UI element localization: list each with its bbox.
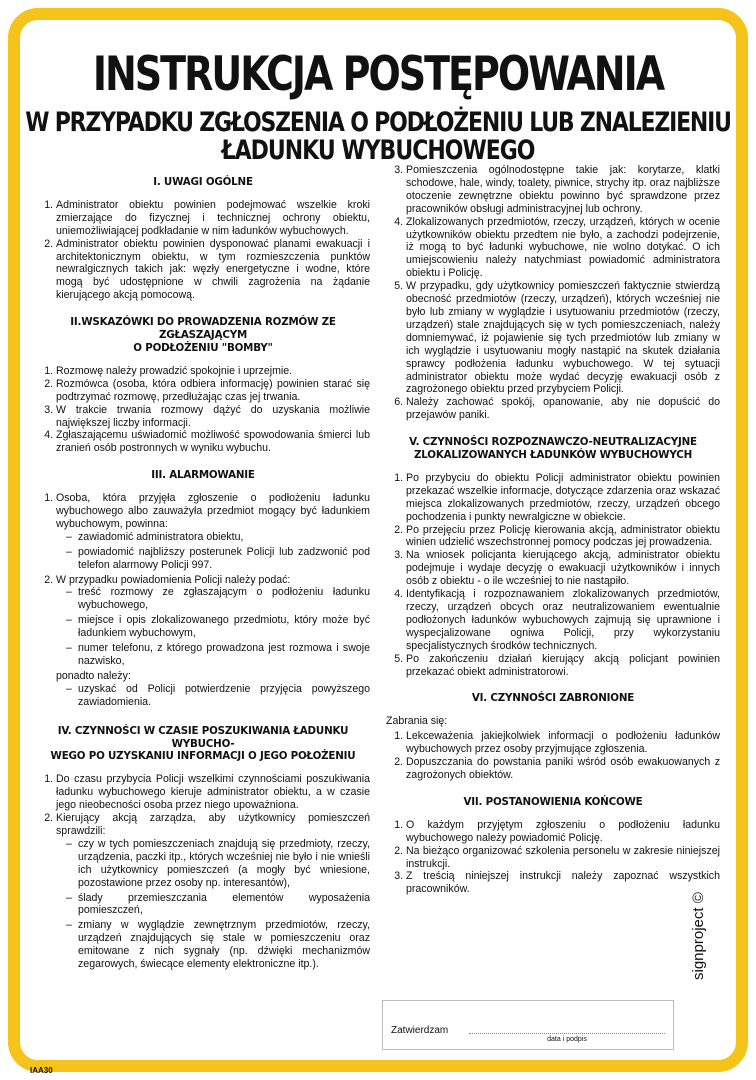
list-item: 4. Zlokalizowanych przedmiotów, rzeczy, urządzeń, których w ocenie użytkowników obiektu przedtem nie było, a zachodzi podejrzenie, iż mogą to być ładunki wybuchowe, nie wolno dotykać. O ich umiejscowieniu należy natychmiast powiadomić administratora obiektu i Policję.: [406, 216, 720, 281]
list-item: 5. Po zakończeniu działań kierujący akcją policjant powinien przekazać obiekt administratorowi.: [406, 653, 720, 679]
section-4-heading-line-1: IV. CZYNNOŚCI W CZASIE POSZUKIWANIA ŁADUNKU WYBUCHO-: [57, 724, 349, 750]
section-5-heading-line-1: V. CZYNNOŚCI ROZPOZNAWCZO-NEUTRALIZACYJNE: [409, 436, 697, 449]
document-body: [24, 24, 732, 1034]
list-item-text: W przypadku powiadomienia Policji należy podać:: [56, 573, 291, 586]
section-7-heading: VII. POSTANOWIENIA KOŃCOWE: [463, 795, 643, 808]
list-item: [56, 492, 370, 571]
list-item-text: Kierujący akcją zarządza, aby użytkownicy pomieszczeń sprawdzili:: [56, 812, 370, 837]
list-item: 3. Z treścią niniejszej instrukcji należy zapoznać wszystkich pracowników.: [406, 870, 720, 896]
list-item: 2. Rozmówca (osoba, która odbiera informację) powinien starać się podtrzymać rozmowę, przedłużając czas jej trwania.: [56, 378, 370, 404]
list-item: 6. Należy zachować spokój, opanowanie, aby nie dopuścić do przejawów paniki.: [406, 396, 720, 422]
list-item: 2. Po przejęciu przez Policję kierowania akcją, administrator obiektu winien udzielić wszechstronnej pomocy podczas jej prowadzenia.: [406, 524, 720, 550]
list-item: 4. Zgłaszającemu uświadomić możliwość spowodowania śmierci lub zranień osób postronnych w wyniku wybuchu.: [56, 429, 370, 455]
sub-list-item: – uzyskać od Policji potwierdzenie przyjęcia powyższego zawiadomienia.: [66, 683, 370, 709]
list-item: 1. O każdym przyjętym zgłoszeniu o podłożeniu ładunku wybuchowego należy powiadomić Policję.: [406, 819, 720, 845]
ponadto-label: ponadto należy:: [56, 669, 131, 682]
sub-list: [56, 683, 370, 709]
sub-list: [56, 586, 370, 667]
left-column: [36, 170, 370, 973]
sub-list-item: – zmiany w wyglądzie zewnętrznym przedmiotów, rzeczy, urządzeń znajdujących się stale w pomieszczeniu oraz emitowane z nich sygnały (np. dźwięki mechanizmów zegarowych, świecące elementy elektroniczne itp.).: [66, 919, 370, 971]
list-item: 1. Lekceważenia jakiejkolwiek informacji o podłożeniu ładunków wybuchowych przez osoby przyjmujące zgłoszenia.: [406, 730, 720, 756]
sub-list-item: – zawiadomić administratora obiektu,: [66, 531, 370, 544]
sub-list-item: – powiadomić najbliższy posterunek Policji lub zadzwonić pod telefon alarmowy Policji 997.: [66, 546, 370, 572]
section-5-list: [386, 472, 720, 679]
subtitle-line-1: W PRZYPADKU ZGŁOSZENIA O PODŁOŻENIU LUB ZNALEZIENIU: [25, 108, 731, 138]
list-item: 1. Do czasu przybycia Policji wszelkimi czynnościami poszukiwania ładunku wybuchowego kieruje administrator obiektu, a w czasie jego nieobecności osoba przez niego upoważniona.: [56, 773, 370, 812]
section-1-list-continued: [386, 164, 720, 422]
sub-list: [56, 531, 370, 572]
signature-label: Zatwierdzam: [391, 1025, 449, 1036]
subtitle-line-2: ŁADUNKU WYBUCHOWEGO: [221, 136, 535, 166]
section-7-list: [386, 819, 720, 896]
section-2-heading-line-2: O PODŁOŻENIU "BOMBY": [133, 341, 273, 354]
section-6-list: [386, 730, 720, 782]
product-code: IAA30: [30, 1066, 53, 1075]
list-item: 2. Administrator obiektu powinien dysponować planami ewakuacji i architektonicznym obiektu, w tym rozmieszczenia punktów newralgicznych takich jak: węzły energetyczne i wodne, które mogą być udostępnione w chwili zagrożenia na żądanie kierującego akcją pomocową.: [56, 238, 370, 303]
sub-list: [56, 838, 370, 971]
sub-list-item: – ślady przemieszczania elementów wyposażenia pomieszczeń,: [66, 892, 370, 918]
section-3-heading: III. ALARMOWANIE: [151, 469, 255, 482]
list-item-text: Osoba, która przyjęła zgłoszenie o podłożeniu ładunku wybuchowego albo zauważyła przedmiot mogący być ładunkiem wybuchowym, powinna:: [56, 492, 370, 530]
main-title: INSTRUKCJA POSTĘPOWANIA: [92, 46, 664, 101]
section-5-heading: [386, 436, 720, 462]
section-4-list: [36, 773, 370, 971]
section-2-heading: [36, 316, 370, 355]
list-item: 3. Pomieszczenia ogólnodostępne takie jak: korytarze, klatki schodowe, hale, windy, toalety, piwnice, strychy itp. oraz najbliższe otoczenie zewnętrzne obiektu powinno być sprawdzone przez pracowników obsługi administracyjnej lub ochrony.: [406, 164, 720, 216]
list-item: 1. Po przybyciu do obiektu Policji administrator obiektu powinien przekazać wszelkie informacje, dotyczące zdarzenia oraz wskazać miejsca zlokalizowanych przedmiotów, rzeczy, urządzeń obcego pochodzenia i punkty newralgiczne w obiekcie.: [406, 472, 720, 524]
sub-list-item: – treść rozmowy ze zgłaszającym o podłożeniu ładunku wybuchowego,: [66, 586, 370, 612]
sub-list-item: – czy w tych pomieszczeniach znajdują się przedmioty, rzeczy, urządzenia, paczki itp., których wcześniej nie było i nie wnieśli ich użytkownicy pomieszczeń (a mogły być wniesione, pozostawione przez osoby np. interesantów),: [66, 838, 370, 890]
section-2-list: [36, 365, 370, 455]
list-item: [56, 574, 370, 709]
list-item: 1. Rozmowę należy prowadzić spokojnie i uprzejmie.: [56, 365, 370, 378]
section-1-list: [36, 199, 370, 302]
section-2-heading-line-1: II.WSKAZÓWKI DO PROWADZENIA ROZMÓW ZE ZGŁASZAJĄCYM: [70, 316, 336, 342]
signature-line: [469, 1033, 665, 1034]
list-item: 2. Na bieżąco organizować szkolenia personelu w zakresie niniejszej instrukcji.: [406, 845, 720, 871]
list-item: 1. Administrator obiektu powinien podejmować wszelkie kroki zmierzające do fizycznej i technicznej ochrony obiektu, uniemożliwiającej podkładanie w nim ładunków wybuchowych.: [56, 199, 370, 238]
section-3-list: [36, 492, 370, 709]
brand-logo: signproject ©: [690, 892, 707, 980]
list-item: 3. W trakcie trwania rozmowy dążyć do uzyskania możliwie największej liczby informacji.: [56, 404, 370, 430]
list-item: 2. Dopuszczania do powstania paniki wśród osób ewakuowanych z zagrożonych obiektów.: [406, 756, 720, 782]
signature-box: [382, 1000, 674, 1050]
section-1-heading: I. UWAGI OGÓLNE: [153, 176, 253, 188]
section-5-heading-line-2: ZLOKALIZOWANYCH ŁADUNKÓW WYBUCHOWYCH: [414, 449, 692, 462]
section-4-heading-line-2: WEGO PO UZYSKANIU INFORMACJI O JEGO POŁOŻENIU: [50, 750, 356, 763]
list-item: 4. Identyfikacją i rozpoznawaniem zlokalizowanych przedmiotów, rzeczy, urządzeń obcych oraz neutralizowaniem ewentualnie podłożonych ładunków wybuchowych zajmują się uprawnione i wyspecjalizowane ogniwa Policji, przy wykorzystaniu specjalistycznych środków technicznych.: [406, 588, 720, 653]
list-item: 3. Na wniosek policjanta kierującego akcją, administrator obiektu podejmuje i wydaje decyzję o ewakuacji użytkowników i innych osób z obiektu - o ile wcześniej to nie nastąpiło.: [406, 549, 720, 588]
signature-sublabel: data i podpis: [547, 1036, 587, 1043]
list-item: [56, 812, 370, 971]
section-6-heading: VI. CZYNNOŚCI ZABRONIONE: [471, 692, 635, 705]
section-6-lead: Zabrania się:: [386, 715, 448, 728]
sub-list-item: – numer telefonu, z którego prowadzona jest rozmowa i swoje nazwisko,: [66, 642, 370, 668]
right-column: [386, 164, 720, 896]
section-4-heading: [36, 725, 370, 764]
sub-list-item: – miejsce i opis zlokalizowanego przedmiotu, który może być ładunkiem wybuchowym,: [66, 614, 370, 640]
list-item: 5. W przypadku, gdy użytkownicy pomieszczeń faktycznie stwierdzą obecność przedmiotów (rzeczy, urządzeń), których wcześniej nie było lub zmiany w wyglądzie i usytuowaniu przedmiotów (rzeczy, urządzeń) stale znajdujących się w tych pomieszczeniach, należy domniemywać, iż pojawienie się tych przedmiotów lub zmiany w ich wyglądzie i usytuowaniu mogły nastąpić na skutek działania sprawcy podłożenia ładunku wybuchowego. W tej sytuacji administrator obiektu może wydać decyzję ewakuacji osób z zagrożonego obiektu przed przybyciem Policji.: [406, 280, 720, 396]
